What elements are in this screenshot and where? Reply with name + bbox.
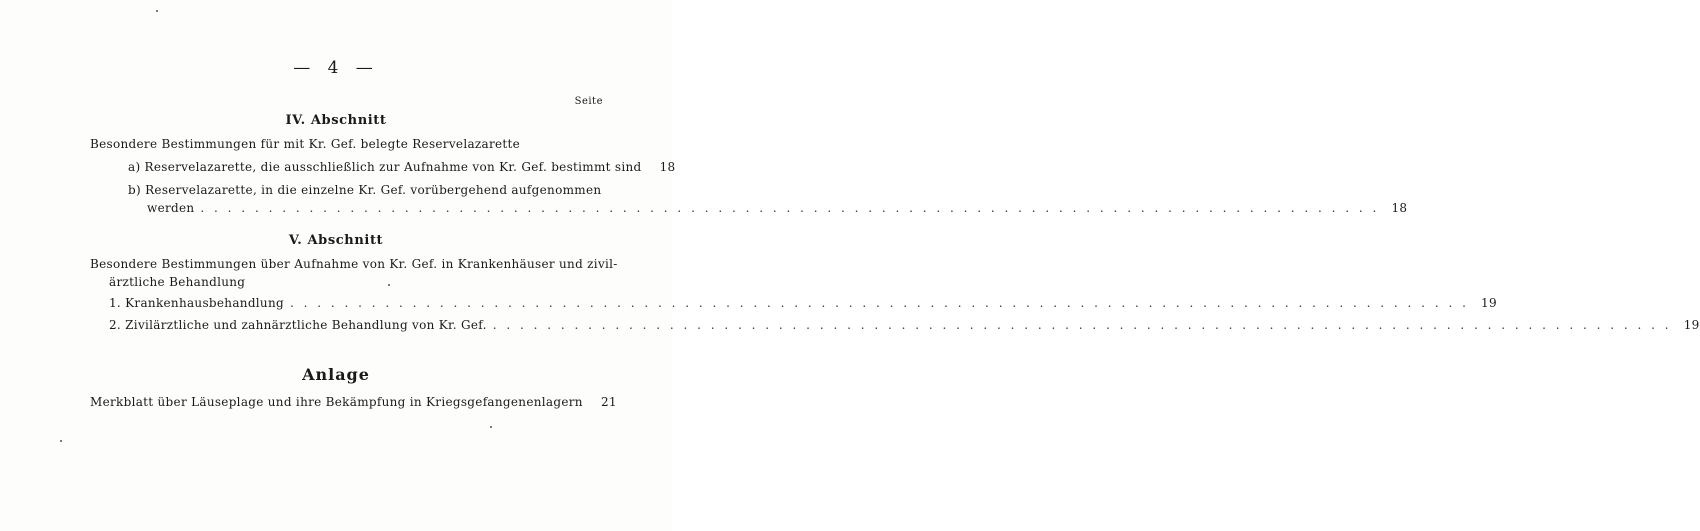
dot-leader [290,296,1469,310]
toc-entry-label: Merkblatt über Läuseplage und ihre Bekämpfung in Kriegsgefangenenlagern [90,395,583,409]
toc-entry [147,201,1408,215]
section-iv-title: IV. Abschnitt [285,113,387,128]
scan-speck [156,10,158,12]
toc-entry-page: 18 [659,160,676,174]
toc-entry [90,395,617,409]
toc-entry [109,296,1497,310]
toc-entry-label-line1: b) Reservelazarette, in die einzelne Kr. Gef. vorübergehend aufgenommen [128,183,602,197]
scan-speck [60,440,62,442]
toc-entry-page: 19 [1683,318,1700,332]
dot-leader [200,201,1379,215]
section-iv-intro: Besondere Bestimmungen für mit Kr. Gef. belegte Reservelazarette [90,137,521,151]
toc-entry [109,318,1700,332]
toc-entry-label: 2. Zivilärztliche und zahnärztliche Behandlung von Kr. Gef. [109,318,487,332]
page-column-heading: Seite [574,96,603,107]
section-v-title: V. Abschnitt [288,233,384,248]
toc-entry-page: 19 [1481,296,1497,310]
toc-entry [128,160,676,174]
scan-speck [490,426,492,428]
scan-speck [388,284,390,286]
dot-leader [493,318,1672,332]
toc-entry-page: 21 [600,395,617,409]
toc-entry-label: 1. Krankenhausbehandlung [109,296,284,310]
section-v-intro-line2: ärztliche Behandlung [109,275,246,289]
section-v-intro-line1: Besondere Bestimmungen über Aufnahme von Kr. Gef. in Krankenhäuser und zivil- [90,257,618,271]
annex-title: Anlage [302,365,370,384]
toc-entry-label: a) Reservelazarette, die ausschließlich zur Aufnahme von Kr. Gef. bestimmt sind [128,160,642,174]
toc-entry-label-line2: werden [147,201,195,215]
toc-entry-page: 18 [1391,201,1408,215]
page-number: — 4 — [293,58,379,78]
